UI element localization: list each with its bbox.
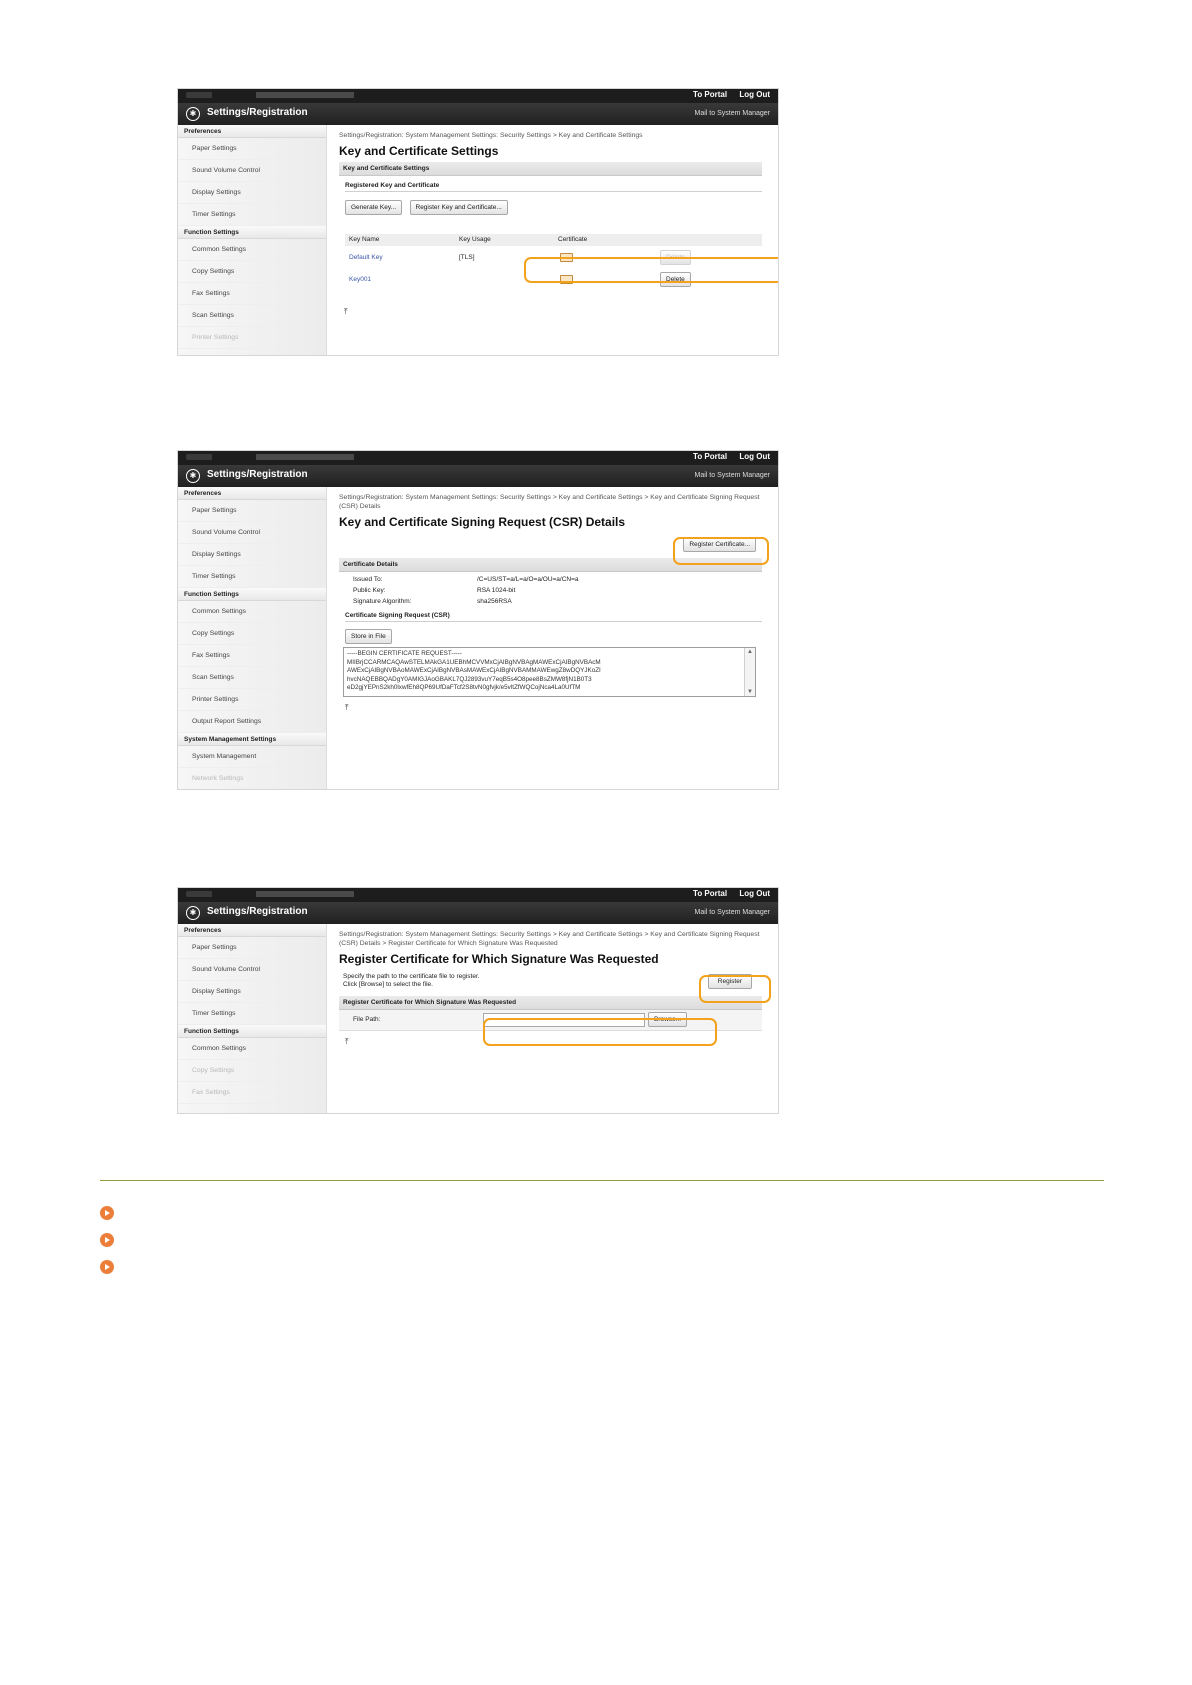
detail-row [353, 598, 762, 609]
sidebar-item-common-settings[interactable]: Common Settings [178, 601, 326, 623]
settings-logo-icon: ✱ [186, 107, 200, 121]
arrow-circle-icon [100, 1260, 114, 1274]
top-bar [178, 888, 778, 902]
title-bar [178, 103, 778, 125]
top-bar [178, 451, 778, 465]
sidebar-item-timer-settings[interactable]: Timer Settings [178, 566, 326, 588]
sidebar-item-system-management[interactable]: System Management [178, 746, 326, 768]
page-title: Key and Certificate Signing Request (CSR) Details [339, 515, 626, 529]
related-link[interactable] [100, 1205, 1000, 1221]
breadcrumb: Settings/Registration: System Management Settings: Security Settings > Key and Certificate Settings > Key and Certificate Signing Request (CSR) Details > Register Certificate for Which Signature Was Requested [339, 931, 760, 947]
to-portal-link[interactable]: To Portal [693, 452, 728, 461]
key-name-link[interactable]: Default Key [349, 254, 383, 261]
sidebar-item-copy-settings[interactable]: Copy Settings [178, 1060, 326, 1082]
detail-value: RSA 1024-bit [477, 587, 516, 594]
settings-logo-icon: ✱ [186, 906, 200, 920]
divider [100, 1180, 1104, 1181]
delete-button[interactable]: Delete [660, 250, 691, 265]
key-usage: [TLS] [459, 254, 475, 261]
highlight-register-certificate-button [673, 537, 769, 565]
sidebar-item-output-report-settings[interactable]: Output Report Settings [178, 711, 326, 733]
sidebar-item-fax-settings[interactable]: Fax Settings [178, 283, 326, 305]
back-to-top-icon[interactable]: ⤒ [344, 307, 348, 316]
instruction-text: Specify the path to the certificate file to register. [343, 973, 480, 980]
column-key-usage: Key Usage [459, 236, 491, 243]
section-header: Certificate Details [339, 558, 762, 572]
sidebar-item-paper-settings[interactable]: Paper Settings [178, 500, 326, 522]
mail-to-system-manager-link[interactable]: Mail to System Manager [694, 909, 770, 916]
section-header: Key and Certificate Settings [339, 162, 762, 176]
scroll-down-icon[interactable]: ▼ [747, 689, 753, 695]
store-in-file-button[interactable]: Store in File [345, 629, 392, 644]
sidebar-group-function-settings: Function Settings [178, 226, 326, 239]
detail-value: sha256RSA [477, 598, 512, 605]
detail-value: /C=US/ST=a/L=a/O=a/OU=a/CN=a [477, 576, 579, 583]
sidebar-group-preferences: Preferences [178, 487, 326, 500]
detail-row [353, 576, 762, 587]
related-link[interactable] [100, 1259, 1000, 1275]
detail-label: Signature Algorithm: [353, 598, 412, 605]
subsection-header: Registered Key and Certificate [345, 182, 762, 192]
sidebar-item-common-settings[interactable]: Common Settings [178, 1038, 326, 1060]
highlight-key001-row [524, 257, 778, 283]
to-portal-link[interactable]: To Portal [693, 90, 728, 99]
sidebar-item-copy-settings[interactable]: Copy Settings [178, 623, 326, 645]
csr-textarea[interactable] [343, 647, 756, 697]
column-certificate: Certificate [558, 236, 588, 243]
to-portal-link[interactable]: To Portal [693, 889, 728, 898]
sidebar-item-sound-volume-control[interactable]: Sound Volume Control [178, 959, 326, 981]
related-link[interactable] [100, 1232, 1000, 1248]
detail-row [353, 587, 762, 598]
top-bar [178, 89, 778, 103]
log-out-link[interactable]: Log Out [739, 90, 770, 99]
sidebar-item-paper-settings[interactable]: Paper Settings [178, 937, 326, 959]
sidebar [178, 125, 327, 355]
mail-to-system-manager-link[interactable]: Mail to System Manager [694, 472, 770, 479]
browse-button[interactable]: Browse... [648, 1012, 687, 1027]
log-out-link[interactable]: Log Out [739, 889, 770, 898]
detail-label: Issued To: [353, 576, 383, 583]
csr-line: MIIBrjCCARMCAQAwSTELMAkGA1UEBhMCVVMxCjAIBgNVBAgMAWExCjAIBgNVBAcM [347, 658, 601, 666]
device-breadcrumb [186, 891, 406, 897]
sidebar-item-printer-settings[interactable]: Printer Settings [178, 689, 326, 711]
delete-button[interactable]: Delete [660, 272, 691, 287]
table-header [345, 234, 762, 246]
scroll-up-icon[interactable]: ▲ [747, 649, 753, 655]
device-breadcrumb [186, 454, 406, 460]
sidebar-item-paper-settings[interactable]: Paper Settings [178, 138, 326, 160]
register-key-and-certificate-button[interactable]: Register Key and Certificate... [410, 200, 508, 215]
settings-logo-icon: ✱ [186, 469, 200, 483]
sidebar [178, 924, 327, 1113]
screenshot-register-certificate [178, 888, 778, 1113]
register-certificate-button[interactable]: Register Certificate... [683, 537, 756, 552]
sidebar-item-display-settings[interactable]: Display Settings [178, 981, 326, 1003]
sidebar-item-timer-settings[interactable]: Timer Settings [178, 1003, 326, 1025]
csr-subsection-header: Certificate Signing Request (CSR) [345, 612, 762, 622]
sidebar-item-common-settings[interactable]: Common Settings [178, 239, 326, 261]
main-content [327, 125, 778, 355]
sidebar-item-timer-settings[interactable]: Timer Settings [178, 204, 326, 226]
page-title: Register Certificate for Which Signature Was Requested [339, 952, 659, 966]
section-header: Register Certificate for Which Signature Was Requested [339, 996, 762, 1010]
detail-label: Public Key: [353, 587, 386, 594]
csr-line: AWExCjAIBgNVBAoMAWExCjAIBgNVBAsMAWExCjAIBgNVBAMMAWEwgZ8wDQYJKoZI [347, 667, 601, 674]
device-breadcrumb [186, 92, 406, 98]
highlight-file-path-field [483, 1018, 717, 1046]
sidebar-item-fax-settings[interactable]: Fax Settings [178, 645, 326, 667]
page-title: Key and Certificate Settings [339, 144, 499, 158]
sidebar-group-preferences: Preferences [178, 125, 326, 138]
sidebar-item-copy-settings[interactable]: Copy Settings [178, 261, 326, 283]
highlight-register-button [699, 975, 771, 1003]
sidebar-group-system-management-settings: System Management Settings [178, 733, 326, 746]
sidebar-group-function-settings: Function Settings [178, 588, 326, 601]
csr-line: -----BEGIN CERTIFICATE REQUEST----- [347, 650, 462, 657]
breadcrumb: Settings/Registration: System Management Settings: Security Settings > Key and Certificate Settings [339, 132, 643, 139]
back-to-top-icon[interactable]: ⤒ [345, 703, 349, 712]
sidebar-item-scan-settings[interactable]: Scan Settings [178, 305, 326, 327]
title-bar [178, 465, 778, 487]
sidebar-group-function-settings: Function Settings [178, 1025, 326, 1038]
sidebar-item-sound-volume-control[interactable]: Sound Volume Control [178, 522, 326, 544]
title-bar [178, 902, 778, 924]
csr-line: hvcNAQEBBQADgY0AMIGJAoGBAKL7QJ2893vuY7eqB5s4O8pee8BsZMW8fjN1B0T3 [347, 675, 592, 683]
breadcrumb: Settings/Registration: System Management Settings: Security Settings > Key and Certificate Settings > Key and Certificate Signing Request (CSR) Details [339, 494, 760, 510]
main-content [327, 487, 778, 789]
sidebar-item-printer-settings[interactable]: Printer Settings [178, 327, 326, 349]
csr-line: eD2gjYEPnS2kh0lxwfEh8QP69UfDaFTcf2S8tvN0gfvjk/e5vltZfWQCojNca4La0UfTM [347, 684, 581, 691]
register-button[interactable]: Register [708, 974, 752, 989]
arrow-circle-icon [100, 1233, 114, 1247]
column-key-name: Key Name [349, 236, 380, 243]
csr-scrollbar[interactable] [744, 648, 755, 696]
sidebar-item-sound-volume-control[interactable]: Sound Volume Control [178, 160, 326, 182]
sidebar-item-scan-settings[interactable]: Scan Settings [178, 667, 326, 689]
certificate-details [353, 576, 762, 609]
sidebar-item-display-settings[interactable]: Display Settings [178, 182, 326, 204]
sidebar-item-display-settings[interactable]: Display Settings [178, 544, 326, 566]
log-out-link[interactable]: Log Out [739, 452, 770, 461]
sidebar-item-fax-settings[interactable]: Fax Settings [178, 1082, 326, 1104]
arrow-circle-icon [100, 1206, 114, 1220]
sidebar-group-preferences: Preferences [178, 924, 326, 937]
app-title: Settings/Registration [207, 906, 308, 917]
screenshot-csr-details [178, 451, 778, 789]
app-title: Settings/Registration [207, 107, 308, 118]
file-path-label: File Path: [353, 1016, 381, 1023]
mail-to-system-manager-link[interactable]: Mail to System Manager [694, 110, 770, 117]
back-to-top-icon[interactable]: ⤒ [345, 1037, 349, 1046]
key-name-link[interactable]: Key001 [349, 276, 372, 283]
app-title: Settings/Registration [207, 469, 308, 480]
sidebar [178, 487, 327, 789]
screenshot-key-certificate-settings [178, 89, 778, 355]
instruction-text: Click [Browse] to select the file. [343, 981, 433, 988]
sidebar-item-network-settings[interactable]: Network Settings [178, 768, 326, 789]
generate-key-button[interactable]: Generate Key... [345, 200, 402, 215]
